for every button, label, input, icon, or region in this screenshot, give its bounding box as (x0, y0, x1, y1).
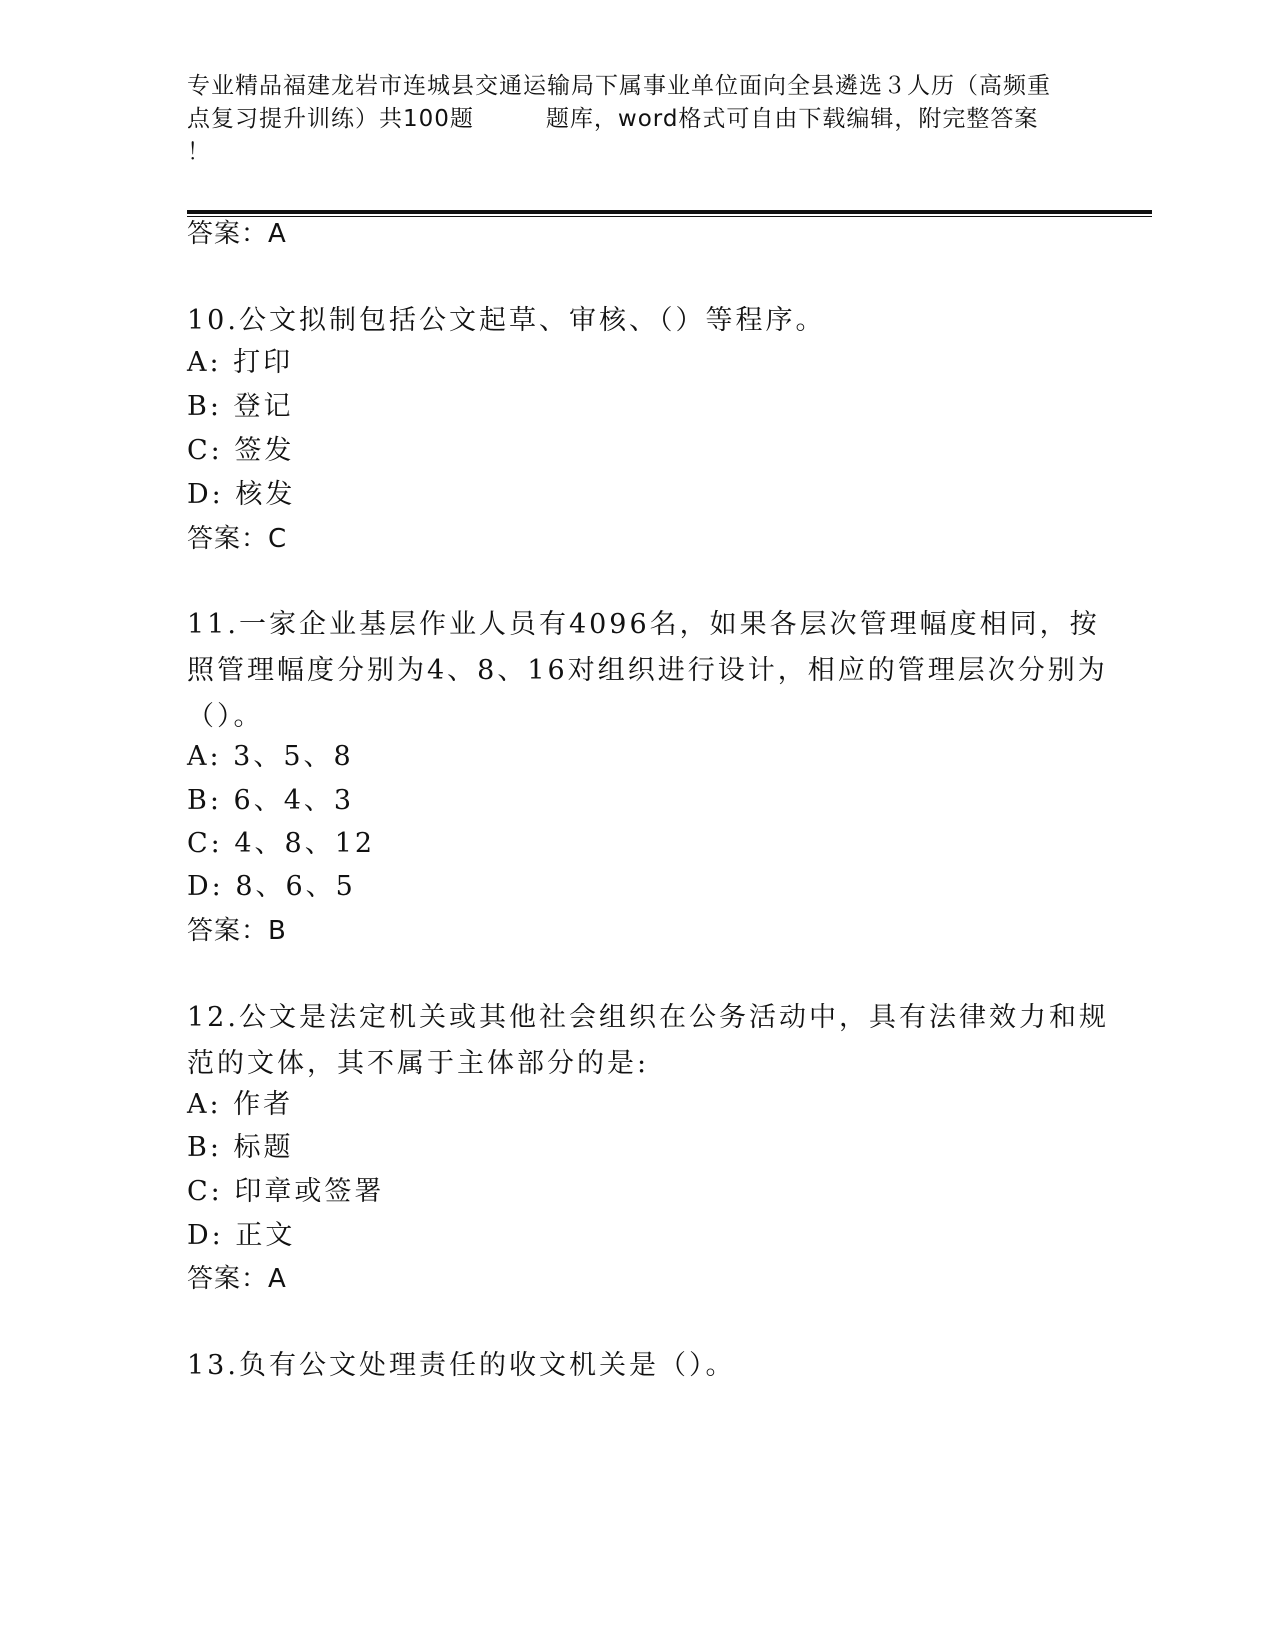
header-line: ！ (187, 139, 211, 165)
document-header (187, 70, 1087, 169)
question-text: 10.公文拟制包括公文起草、审核、（）等程序。 (187, 305, 826, 336)
option-d: D: 正文 (187, 1220, 296, 1251)
question-text: 范的文体，其不属于主体部分的是: (187, 1048, 650, 1079)
question-text: 照管理幅度分别为4、8、16对组织进行设计，相应的管理层次分别为 (187, 655, 1108, 686)
option-b: B: 6、4、3 (187, 785, 355, 816)
question-10 (187, 298, 1087, 344)
answer-11: 答案：B (187, 916, 287, 946)
option-c: C: 4、8、12 (187, 828, 376, 859)
question-11 (187, 602, 1108, 740)
question-12 (187, 995, 1109, 1087)
question-13 (187, 1343, 1087, 1389)
question-text: 13.负有公文处理责任的收文机关是（）。 (187, 1350, 736, 1381)
option-d: D: 8、6、5 (187, 871, 356, 902)
header-line: 点复习提升训练）共100题 题库，word格式可自由下载编辑，附完整答案 (187, 106, 1039, 132)
option-a: A: 打印 (187, 347, 294, 378)
option-d: D: 核发 (187, 479, 296, 510)
answer-12: 答案：A (187, 1264, 287, 1294)
answer-prev: 答案：A (187, 219, 287, 249)
option-c: C: 印章或签署 (187, 1176, 385, 1207)
question-text: （）。 (187, 701, 264, 732)
header-divider-thick (187, 210, 1152, 214)
option-c: C: 签发 (187, 435, 295, 466)
option-b: B: 登记 (187, 391, 294, 422)
question-text: 12.公文是法定机关或其他社会组织在公务活动中，具有法律效力和规 (187, 1002, 1109, 1033)
option-b: B: 标题 (187, 1132, 294, 1163)
option-a: A: 作者 (187, 1089, 294, 1120)
header-line: 专业精品福建龙岩市连城县交通运输局下属事业单位面向全县遴选３人历（高频重 (187, 73, 1051, 99)
option-a: A: 3、5、8 (187, 741, 354, 772)
question-text: 11.一家企业基层作业人员有4096名，如果各层次管理幅度相同，按 (187, 609, 1100, 640)
header-divider-thin (187, 216, 1152, 217)
answer-10: 答案：C (187, 524, 288, 554)
